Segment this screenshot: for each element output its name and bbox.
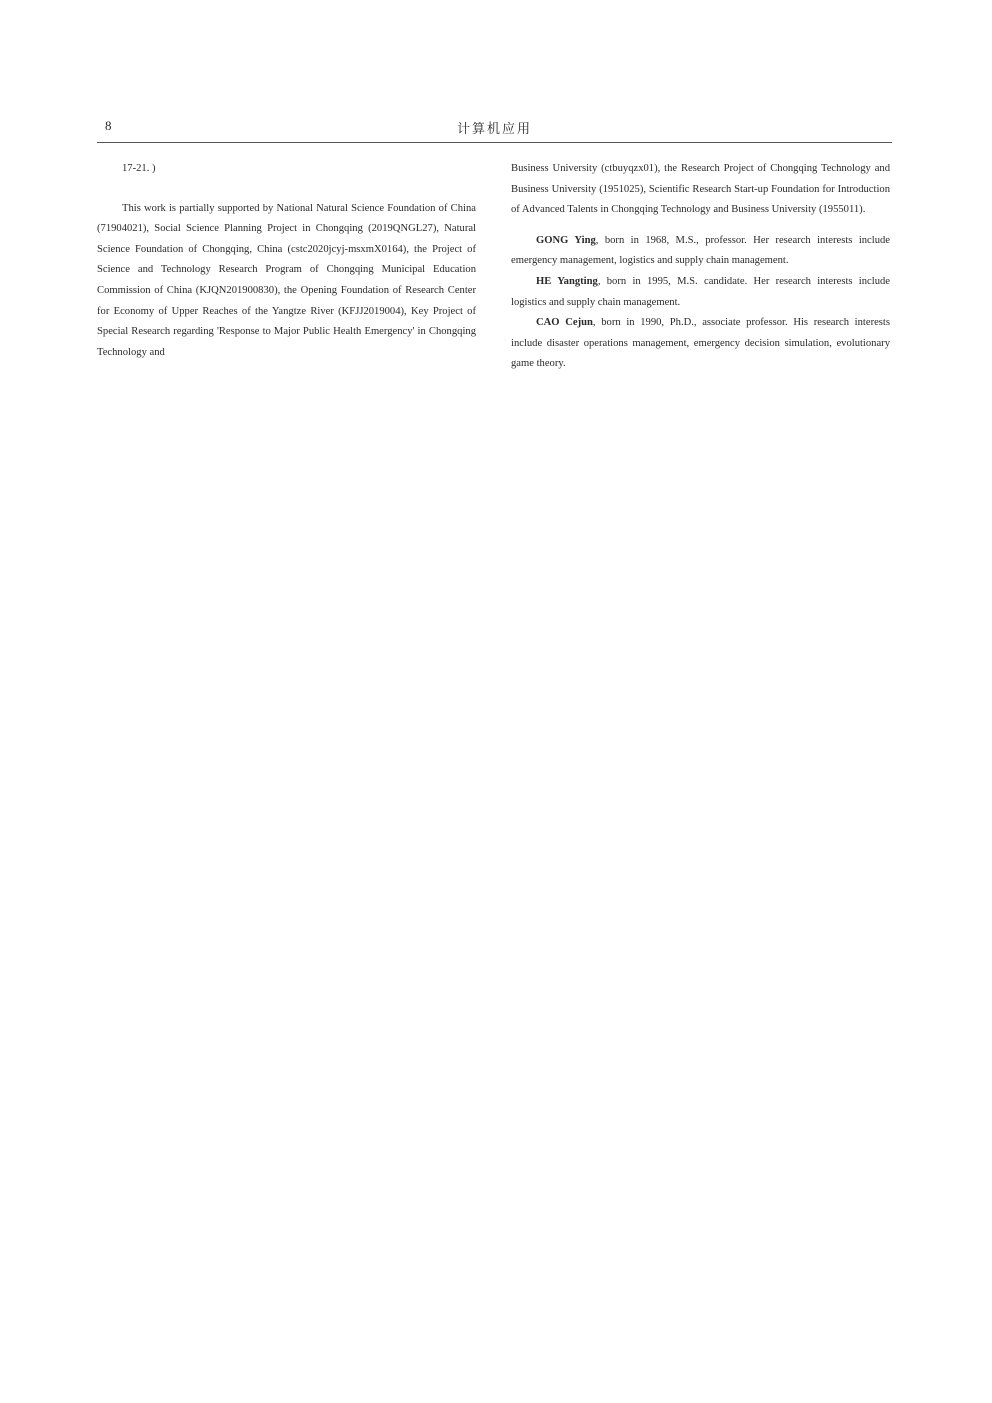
- author-bio-text: , born in 1968, M.S., professor. Her research interests include emergency management, logistics and supply chain management.: [511, 234, 890, 267]
- page-number: 8: [105, 118, 112, 133]
- journal-title: 计算机应用: [456, 122, 532, 137]
- author-bio: [511, 272, 890, 313]
- author-bio: [511, 313, 890, 375]
- left-column: [97, 159, 476, 363]
- author-name: CAO Cejun: [536, 317, 593, 329]
- author-name: HE Yangting: [536, 275, 598, 287]
- right-column: [511, 159, 890, 375]
- author-bio: [511, 231, 890, 272]
- author-name: GONG Ying: [536, 234, 596, 246]
- reference-continuation: 17-21. ): [122, 163, 156, 174]
- funding-paragraph: This work is partially supported by National Natural Science Foundation of China (71904021), Social Science Planning Project in Chongqing (2019QNGL27), Natural Science Foundation of Chongqing, China (cstc2020jcyj-msxmX0164), the Project of Science and Technology Research Program of Chongqing Municipal Education Commission of China (KJQN201900830), the Opening Foundation of Research Center for Economy of Upper Reaches of the Yangtze River (KFJJ2019004), Key Project of Special Research regarding 'Response to Major Public Health Emergency' in Chongqing Technology and: [97, 202, 476, 358]
- author-bio-text: , born in 1990, Ph.D., associate professor. His research interests include disaster operations management, emergency decision simulation, evolutionary game theory.: [511, 317, 890, 370]
- author-bio-text: , born in 1995, M.S. candidate. Her research interests include logistics and supply chain management.: [511, 275, 890, 308]
- page-header: [97, 116, 892, 143]
- funding-continued-paragraph: Business University (ctbuyqzx01), the Research Project of Chongqing Technology and Business University (1951025), Scientific Research Start-up Foundation for Introduction of Advanced Talents in Chongqing Technology and Business University (1955011).: [511, 163, 890, 216]
